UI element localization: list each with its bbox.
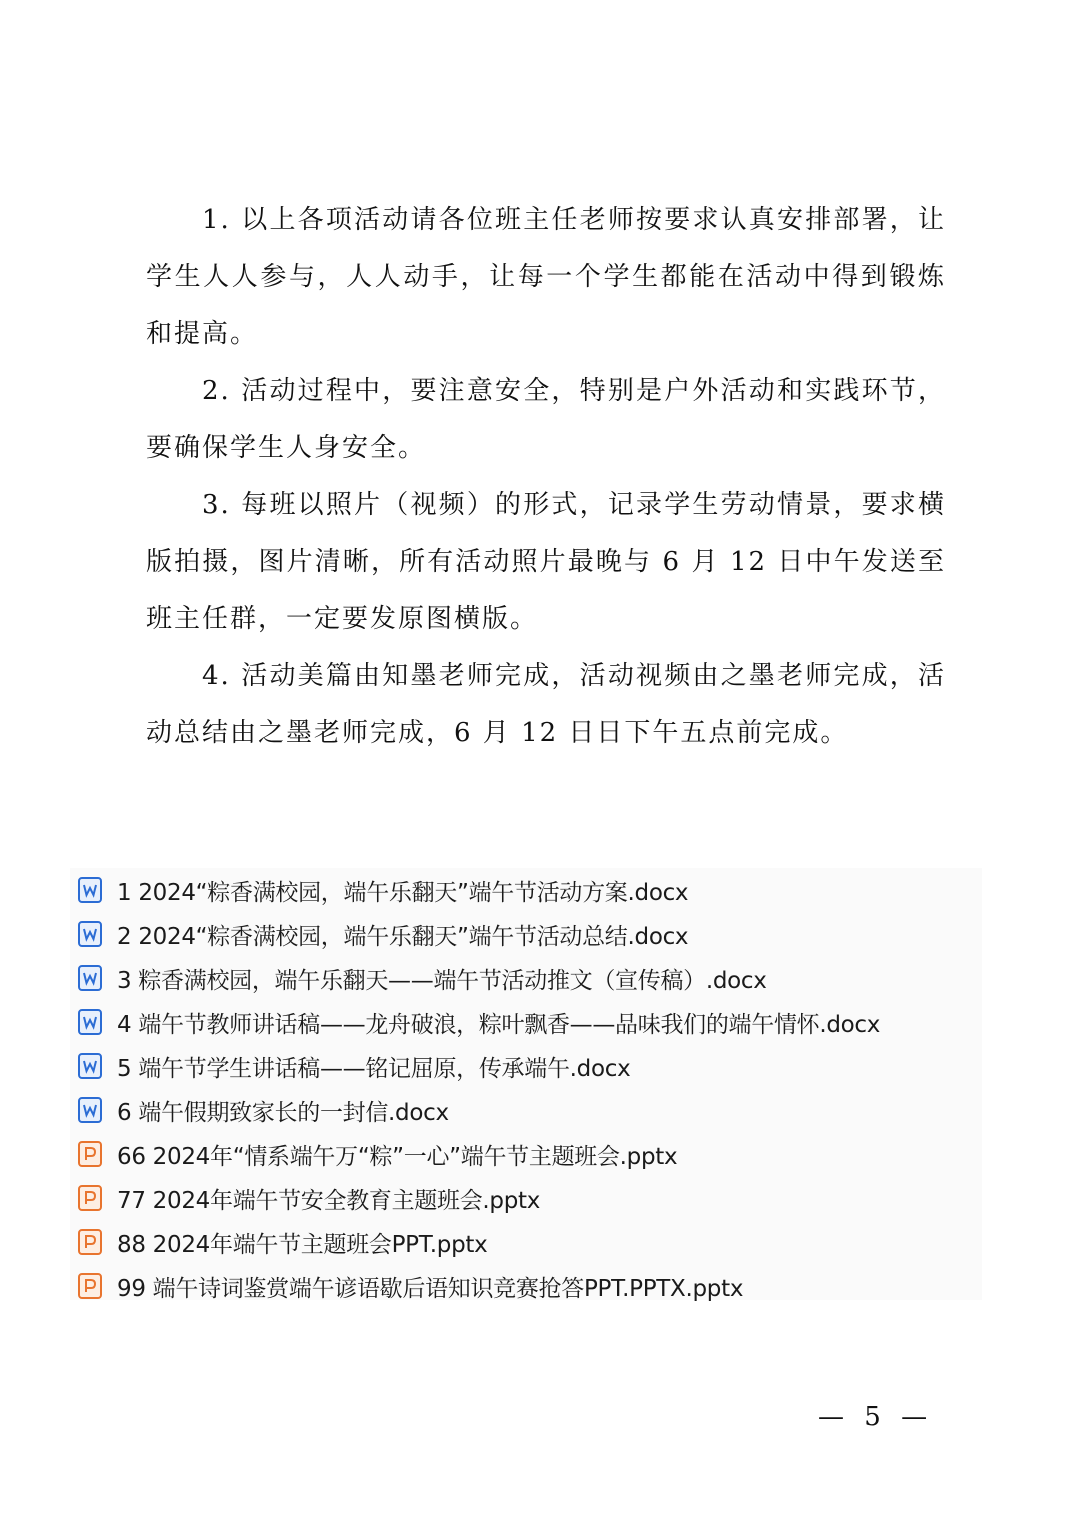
file-list (70, 868, 982, 1300)
file-item[interactable] (70, 1044, 630, 1088)
file-name: 77 2024年端午节安全教育主题班会.pptx (117, 1187, 541, 1214)
powerpoint-icon (77, 1272, 103, 1300)
file-item[interactable] (70, 1264, 743, 1308)
powerpoint-icon (77, 1228, 103, 1256)
paragraph-3: 3. 每班以照片（视频）的形式，记录学生劳动情景，要求横版拍摄，图片清晰，所有活动照片最晚与 6 月 12 日中午发送至班主任群，一定要发原图横版。 (146, 490, 946, 634)
paragraph-1: 1. 以上各项活动请各位班主任老师按要求认真安排部署，让学生人人参与，人人动手，让每一个学生都能在活动中得到锻炼和提高。 (146, 205, 946, 349)
file-item[interactable] (70, 868, 688, 912)
word-doc-icon (77, 876, 103, 904)
file-name: 4 端午节教师讲话稿——龙舟破浪，粽叶飘香——品味我们的端午情怀.docx (117, 1011, 881, 1038)
word-doc-icon (77, 1008, 103, 1036)
word-doc-icon (77, 1052, 103, 1080)
powerpoint-icon (77, 1140, 103, 1168)
word-doc-icon (77, 964, 103, 992)
word-doc-icon (77, 1096, 103, 1124)
file-name: 3 粽香满校园，端午乐翻天——端午节活动推文（宣传稿）.docx (117, 967, 767, 994)
file-name: 2 2024“粽香满校园，端午乐翻天”端午节活动总结.docx (117, 923, 689, 950)
paragraph-4: 4. 活动美篇由知墨老师完成，活动视频由之墨老师完成，活动总结由之墨老师完成，6 月 12 日日下午五点前完成。 (146, 661, 946, 748)
file-name: 66 2024年“情系端午万“粽”一心”端午节主题班会.pptx (117, 1143, 678, 1170)
file-name: 88 2024年端午节主题班会PPT.pptx (117, 1231, 488, 1258)
file-item[interactable] (70, 1220, 487, 1264)
powerpoint-icon (77, 1184, 103, 1212)
file-item[interactable] (70, 956, 767, 1000)
file-item[interactable] (70, 1088, 449, 1132)
file-name: 6 端午假期致家长的一封信.docx (117, 1099, 449, 1126)
paragraph-2: 2. 活动过程中，要注意安全，特别是户外活动和实践环节，要确保学生人身安全。 (146, 376, 946, 463)
word-doc-icon (77, 920, 103, 948)
page-number: — 5 — (818, 1402, 934, 1432)
file-name: 1 2024“粽香满校园，端午乐翻天”端午节活动方案.docx (117, 879, 689, 906)
file-item[interactable] (70, 1132, 677, 1176)
document-body (146, 192, 946, 762)
file-name: 99 端午诗词鉴赏端午谚语歇后语知识竞赛抢答PPT.PPTX.pptx (117, 1275, 744, 1302)
file-item[interactable] (70, 1176, 540, 1220)
file-item[interactable] (70, 912, 688, 956)
file-name: 5 端午节学生讲话稿——铭记屈原，传承端午.docx (117, 1055, 631, 1082)
file-item[interactable] (70, 1000, 880, 1044)
